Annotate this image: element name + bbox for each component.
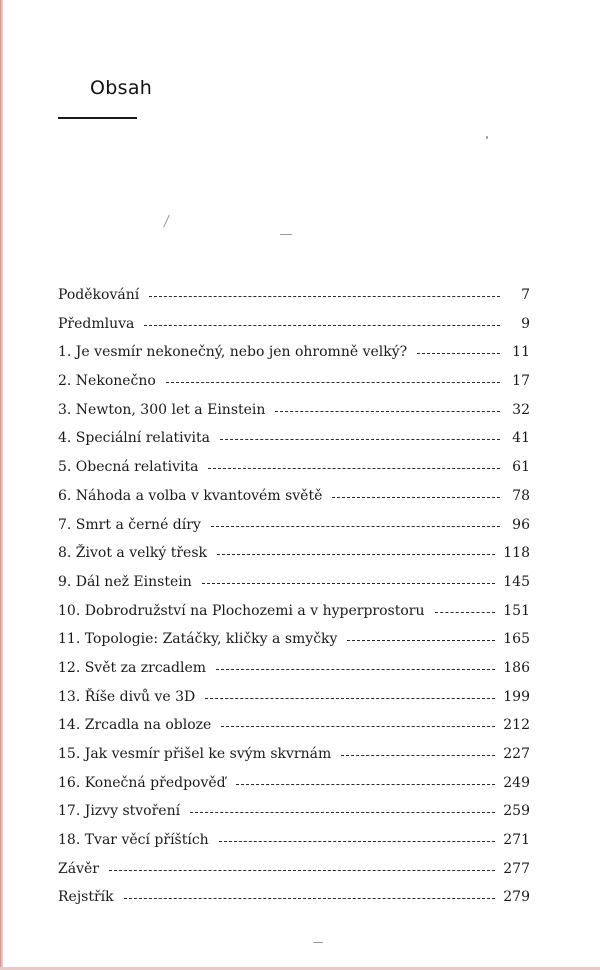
toc-entry[interactable]	[58, 797, 530, 826]
toc-page-number: 61	[512, 459, 530, 476]
toc-entry-title: 6. Náhoda a volba v kvantovém světě	[58, 487, 323, 504]
toc-entry-title: 11. Topologie: Zatáčky, kličky a smyčky	[58, 631, 338, 648]
toc-page-number: 41	[512, 430, 530, 447]
toc-entry[interactable]	[58, 711, 530, 740]
toc-entry-title: 16. Konečná předpověď	[58, 774, 226, 791]
toc-page-number: 145	[503, 573, 530, 590]
toc-page-number: 271	[503, 832, 530, 849]
toc-page-number: 165	[503, 631, 530, 648]
dotted-leader	[417, 352, 500, 354]
toc-page-number: 11	[512, 344, 530, 361]
toc-entry-title: 7. Smrt a černé díry	[58, 516, 201, 533]
toc-entry[interactable]	[58, 511, 530, 540]
dotted-leader	[109, 869, 495, 871]
toc-page-number: 186	[503, 659, 530, 676]
dotted-leader	[211, 525, 500, 527]
dotted-leader	[216, 668, 495, 670]
dotted-leader	[332, 496, 500, 498]
toc-entry[interactable]	[58, 367, 530, 396]
toc-entry-title: 8. Život a velký třesk	[58, 545, 208, 562]
toc-page-number: 249	[503, 774, 530, 791]
dotted-leader	[149, 295, 500, 297]
toc-entry[interactable]	[58, 310, 530, 339]
toc-entry[interactable]	[58, 568, 530, 597]
dotted-leader	[217, 553, 495, 555]
dotted-leader	[236, 783, 496, 785]
scan-speck	[280, 234, 292, 235]
dotted-leader	[166, 381, 500, 383]
toc-page-number: 259	[503, 803, 530, 820]
toc-page-number: 277	[503, 860, 530, 877]
dotted-leader	[144, 324, 500, 326]
dotted-leader	[341, 754, 495, 756]
dotted-leader	[219, 840, 496, 842]
toc-entry-title: 5. Obecná relativita	[58, 459, 199, 476]
dotted-leader	[221, 725, 495, 727]
title-underline	[58, 117, 137, 119]
dotted-leader	[275, 410, 500, 412]
toc-entry-title: 9. Dál než Einstein	[58, 573, 192, 590]
toc-entry-title: 3. Newton, 300 let a Einstein	[58, 401, 266, 418]
dotted-leader	[435, 611, 496, 613]
toc-page-number: 279	[503, 889, 530, 906]
toc-entry-title: 1. Je vesmír nekonečný, nebo jen ohromně velký?	[58, 344, 408, 361]
toc-entry-title: 10. Dobrodružství na Plochozemi a v hyperprostoru	[58, 602, 425, 619]
toc-entry-title: Předmluva	[58, 315, 135, 332]
dotted-leader	[220, 438, 500, 440]
toc-entry[interactable]	[58, 654, 530, 683]
toc-entry[interactable]	[58, 683, 530, 712]
toc-page-number: 9	[521, 315, 530, 332]
toc-page-number: 96	[512, 516, 530, 533]
toc-entry-title: 2. Nekonečno	[58, 373, 156, 390]
toc-entry[interactable]	[58, 597, 530, 626]
toc-entry[interactable]	[58, 338, 530, 367]
dotted-leader	[202, 582, 496, 584]
toc-entry-title: 14. Zrcadla na obloze	[58, 717, 212, 734]
toc-entry[interactable]	[58, 281, 530, 310]
dotted-leader	[190, 811, 495, 813]
scan-speck	[313, 942, 323, 943]
toc-entry[interactable]	[58, 625, 530, 654]
toc-page-number: 199	[503, 688, 530, 705]
toc-entry[interactable]	[58, 396, 530, 425]
toc-entry-title: Závěr	[58, 860, 99, 877]
dotted-leader	[347, 639, 495, 641]
page-title: Obsah	[90, 77, 153, 99]
toc-entry-title: 13. Říše divů ve 3D	[58, 688, 196, 705]
toc-page-number: 78	[512, 487, 530, 504]
toc-entry[interactable]	[58, 482, 530, 511]
toc-entry-title: 4. Speciální relativita	[58, 430, 210, 447]
toc-entry[interactable]	[58, 740, 530, 769]
toc-entry-title: 18. Tvar věcí příštích	[58, 832, 209, 849]
dotted-leader	[208, 467, 500, 469]
toc-page-number: 227	[503, 746, 530, 762]
toc-entry[interactable]	[58, 424, 530, 453]
toc-page-number: 17	[512, 373, 530, 390]
toc-page-number: 32	[512, 401, 530, 418]
toc-entry[interactable]	[58, 855, 530, 884]
toc-entry[interactable]	[58, 769, 530, 798]
toc-page-number: 212	[503, 717, 530, 734]
page-edge-left	[0, 0, 3, 970]
toc-entry[interactable]	[58, 453, 530, 482]
toc-entry[interactable]	[58, 883, 530, 912]
toc-entry-title: Poděkování	[58, 287, 140, 303]
scan-speck	[486, 136, 488, 139]
toc-entry[interactable]	[58, 539, 530, 568]
dotted-leader	[124, 897, 496, 899]
toc-entry-title: Rejstřík	[58, 889, 114, 906]
scan-speck	[163, 214, 170, 227]
dotted-leader	[205, 697, 495, 699]
toc-entry-title: 12. Svět za zrcadlem	[58, 659, 207, 676]
toc-page-number: 7	[521, 287, 530, 303]
toc-page-number: 151	[503, 602, 530, 619]
toc-entry[interactable]	[58, 826, 530, 855]
toc-entry-title: 15. Jak vesmír přišel ke svým skvrnám	[58, 746, 332, 762]
toc-entry-title: 17. Jizvy stvoření	[58, 803, 181, 820]
toc-page-number: 118	[503, 545, 530, 562]
table-of-contents	[58, 281, 530, 912]
